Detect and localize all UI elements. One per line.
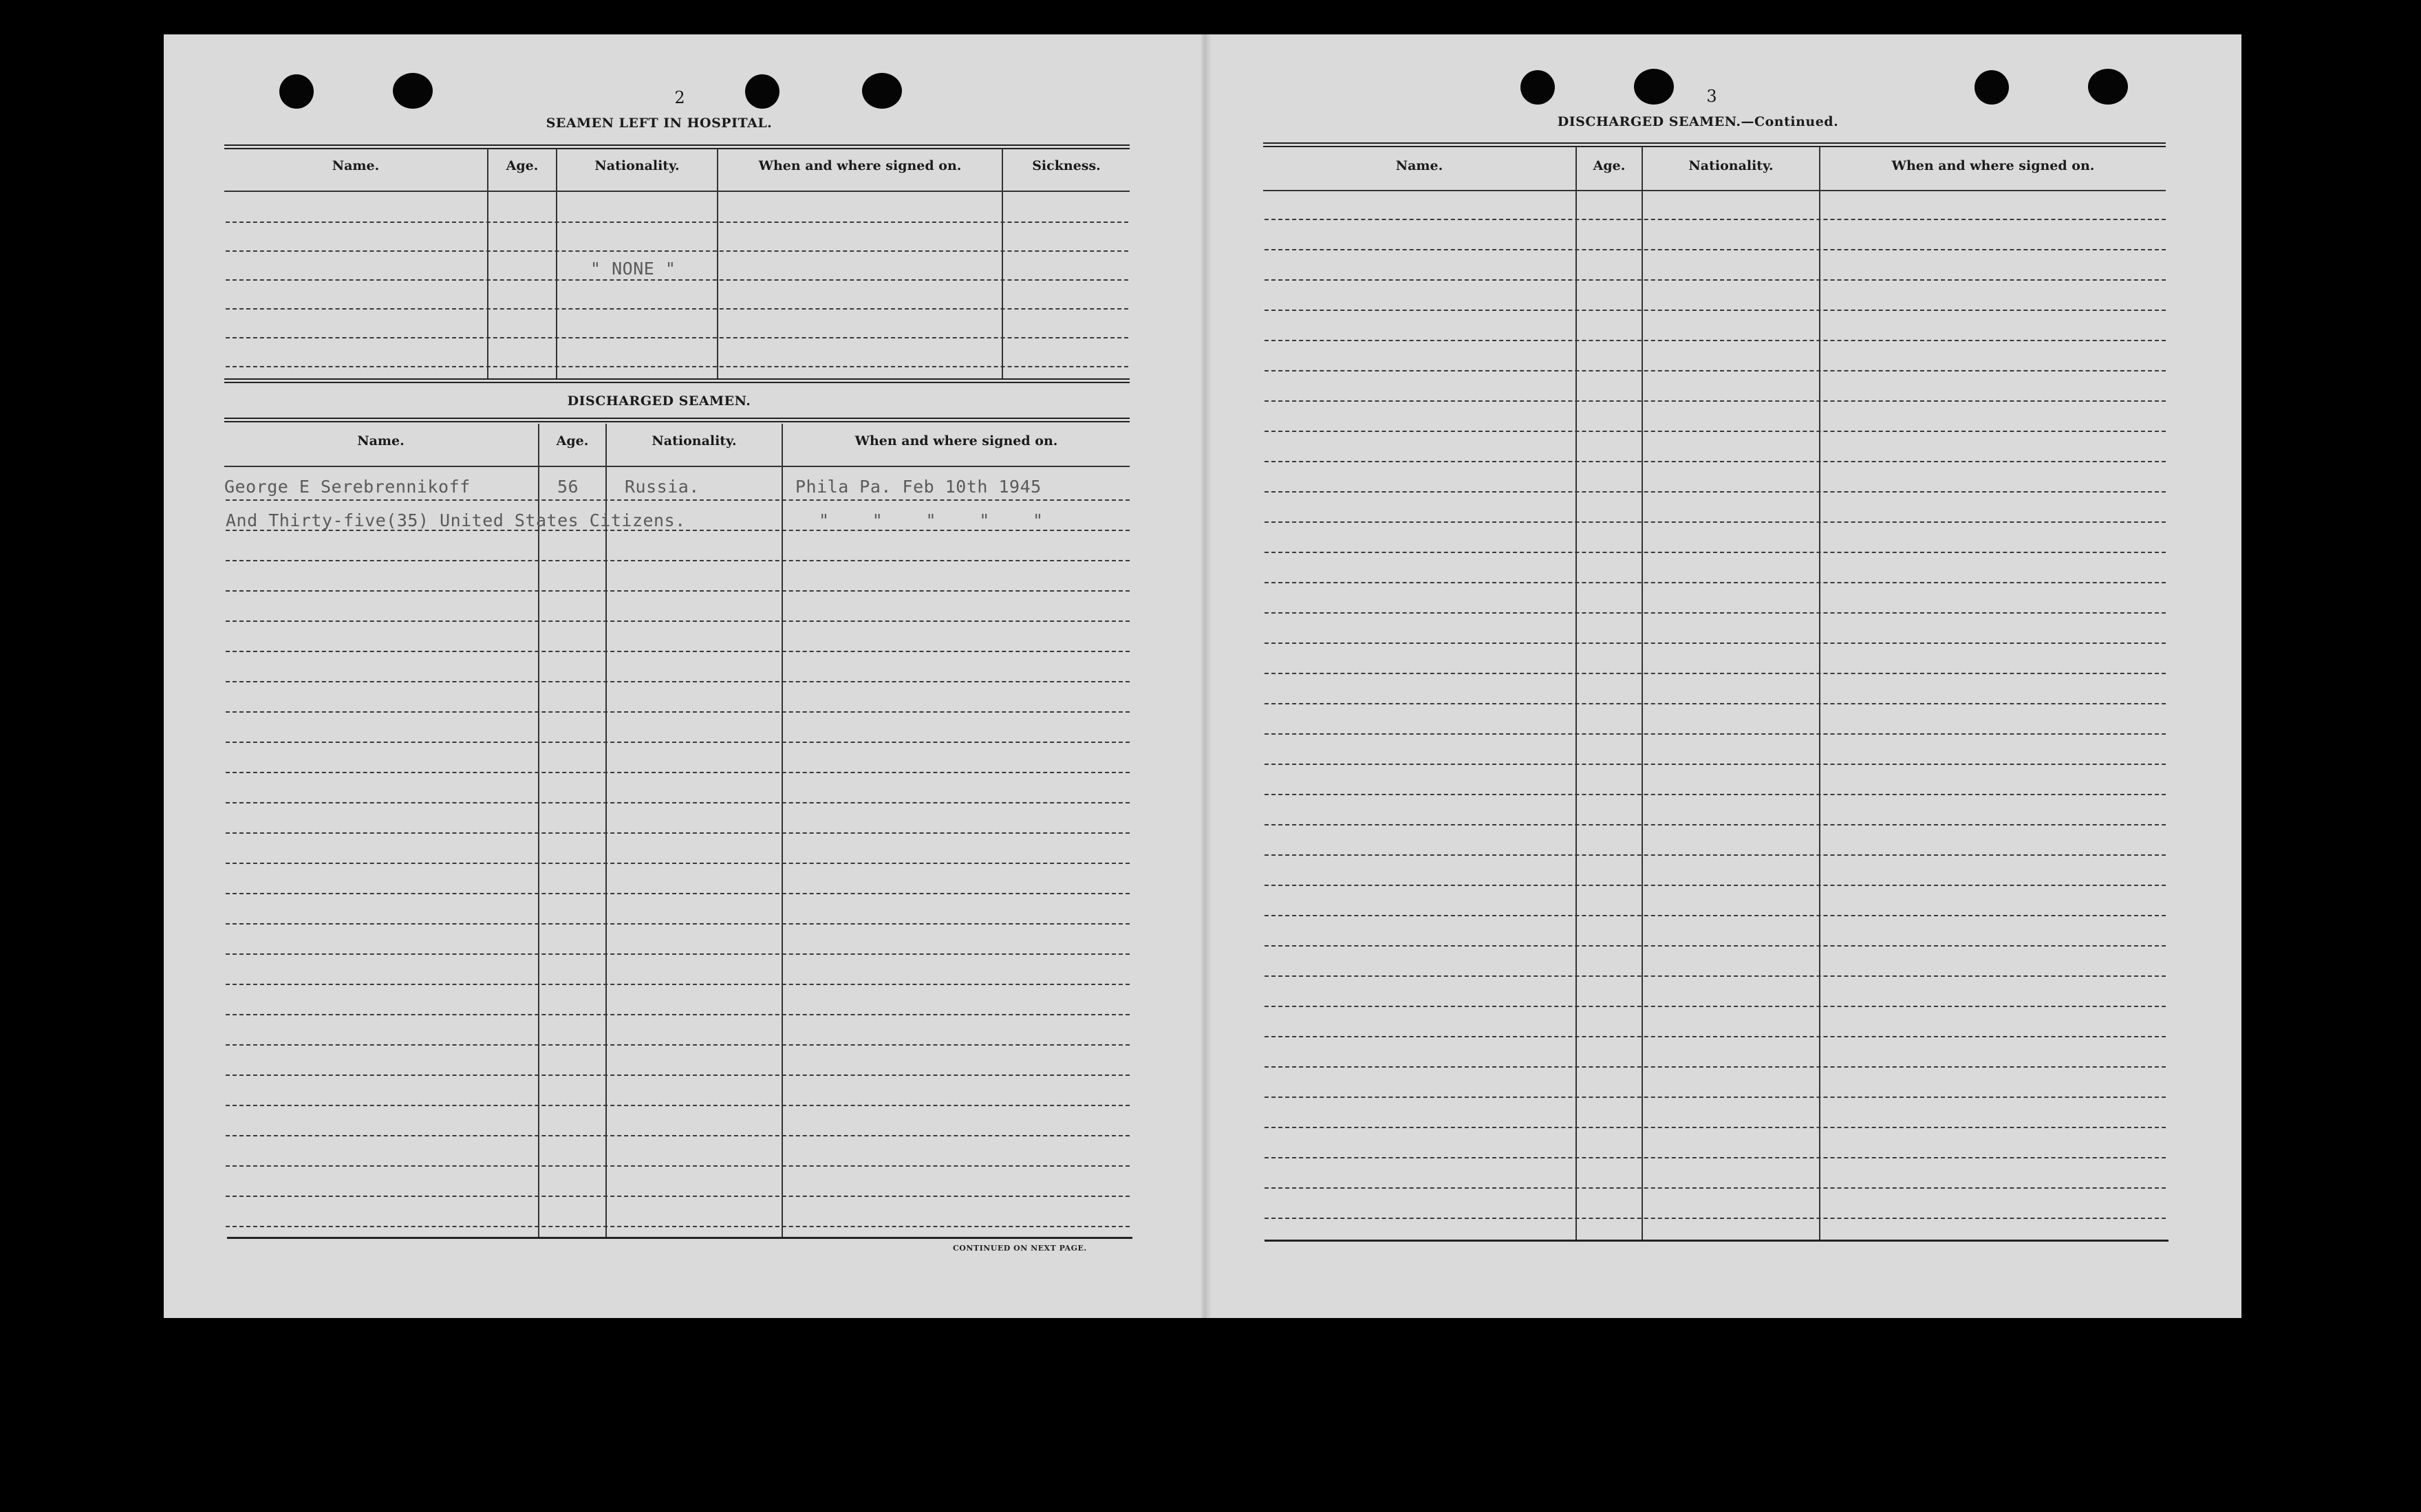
discharged-row-1-age: 56 <box>557 477 579 497</box>
ruled-line <box>1265 400 2166 402</box>
ruled-line <box>226 832 1130 834</box>
ruled-line <box>1265 673 2166 674</box>
continued-footer: CONTINUED ON NEXT PAGE. <box>953 1244 1087 1253</box>
right-col-age: Age. <box>1593 158 1626 173</box>
right-section-title-suffix: —Continued. <box>1741 114 1839 129</box>
ruled-line <box>1265 279 2166 281</box>
ruled-line <box>1265 915 2166 916</box>
page-number-right: 3 <box>1706 87 1717 106</box>
ruled-line <box>1265 642 2166 644</box>
ruled-line <box>1265 945 2166 947</box>
ruled-line <box>226 620 1130 622</box>
ruled-line <box>226 366 1128 367</box>
ruled-line <box>226 953 1130 955</box>
ruled-line <box>1265 612 2166 614</box>
ruled-line <box>1265 491 2166 493</box>
hospital-table-bottom-rule <box>224 378 1130 383</box>
ruled-line <box>226 711 1130 713</box>
hospital-col-age: Age. <box>506 158 539 173</box>
ruled-line <box>226 742 1130 743</box>
ruled-line <box>226 560 1130 561</box>
ruled-line <box>226 222 1128 223</box>
ruled-line <box>1265 219 2166 220</box>
punch-hole <box>1520 70 1555 105</box>
page-number-left: 2 <box>674 88 685 107</box>
discharged-row-1-name: George E Serebrennikoff <box>224 477 471 497</box>
ruled-line <box>226 1074 1130 1076</box>
right-section-title-text: DISCHARGED SEAMEN. <box>1557 114 1741 129</box>
hospital-header-rule <box>224 191 1130 192</box>
discharged-row-2-signed-on: " " " " " <box>819 510 1044 530</box>
right-col-nationality: Nationality. <box>1688 158 1774 173</box>
right-col-divider <box>1575 147 1577 1240</box>
discharged-col-name: Name. <box>357 433 405 449</box>
ruled-line <box>226 1196 1130 1197</box>
ruled-line <box>226 308 1128 310</box>
ruled-line <box>1265 1157 2166 1158</box>
ruled-line <box>1265 249 2166 250</box>
ruled-line <box>226 984 1130 985</box>
document-sheet <box>164 34 2241 1318</box>
hospital-entry: " NONE " <box>590 259 676 279</box>
punch-hole <box>862 73 902 109</box>
ruled-line <box>226 1135 1130 1136</box>
ruled-line <box>1265 1066 2166 1068</box>
hospital-col-nationality: Nationality. <box>594 158 680 173</box>
ruled-line <box>1265 1036 2166 1037</box>
discharged-header-rule <box>224 466 1130 467</box>
punch-hole <box>393 73 433 109</box>
right-col-signed-on: When and where signed on. <box>1891 158 2095 173</box>
ruled-line <box>226 651 1130 652</box>
ruled-line <box>226 1165 1130 1167</box>
punch-hole <box>1975 70 2009 105</box>
right-header-rule <box>1263 190 2166 191</box>
right-col-divider <box>1642 147 1643 1240</box>
punch-hole <box>745 74 779 109</box>
right-section-title <box>1526 114 1870 129</box>
hospital-col-divider <box>1002 149 1003 378</box>
ruled-line <box>1265 764 2166 765</box>
right-table-bottom-rule <box>1265 1240 2169 1242</box>
ruled-line <box>1265 794 2166 795</box>
ruled-line <box>226 681 1130 682</box>
discharged-section-title: DISCHARGED SEAMEN. <box>567 393 751 409</box>
ruled-line <box>1265 431 2166 432</box>
discharged-row-1-signed-on: Phila Pa. Feb 10th 1945 <box>795 477 1042 497</box>
right-col-name: Name. <box>1395 158 1443 173</box>
hospital-col-sickness: Sickness. <box>1032 158 1101 173</box>
ruled-line <box>226 590 1130 592</box>
ruled-line <box>226 337 1128 338</box>
hospital-col-name: Name. <box>332 158 380 173</box>
ruled-line <box>1265 824 2166 825</box>
ruled-line <box>226 279 1128 281</box>
ruled-line <box>1265 1218 2166 1219</box>
hospital-table-top-rule <box>224 144 1130 149</box>
hospital-col-divider <box>487 149 488 378</box>
discharged-col-nationality: Nationality. <box>652 433 737 449</box>
ruled-line <box>226 802 1130 803</box>
right-table-top-rule <box>1263 142 2166 147</box>
punch-hole <box>279 74 314 109</box>
ruled-line <box>1265 854 2166 856</box>
ruled-line <box>1265 340 2166 341</box>
ruled-line <box>1265 703 2166 704</box>
ruled-line <box>1265 885 2166 886</box>
ruled-line <box>1265 370 2166 371</box>
ruled-line <box>226 893 1130 894</box>
ruled-line <box>226 250 1128 252</box>
hospital-col-signed-on: When and where signed on. <box>758 158 962 173</box>
discharged-row-1-nationality: Russia. <box>625 477 700 497</box>
discharged-col-divider <box>538 424 539 1237</box>
hospital-section-title: SEAMEN LEFT IN HOSPITAL. <box>546 116 773 131</box>
discharged-col-signed-on: When and where signed on. <box>854 433 1058 449</box>
right-col-divider <box>1819 147 1820 1240</box>
ruled-line <box>226 1044 1130 1046</box>
ruled-line <box>226 772 1130 773</box>
ruled-line <box>226 1226 1130 1227</box>
punch-hole <box>1634 69 1674 105</box>
ruled-line <box>1265 1187 2166 1189</box>
discharged-col-divider <box>605 424 607 1237</box>
discharged-col-divider <box>782 424 783 1237</box>
ruled-line <box>1265 1097 2166 1098</box>
punch-hole <box>2088 69 2128 105</box>
ruled-line <box>1265 975 2166 977</box>
ruled-line <box>1265 552 2166 553</box>
ruled-line <box>1265 461 2166 462</box>
discharged-col-age: Age. <box>556 433 589 449</box>
ruled-line <box>226 923 1130 925</box>
ruled-line <box>1265 1127 2166 1128</box>
page-fold <box>1201 34 1211 1318</box>
discharged-row-2-name: And Thirty-five(35) United States Citizens. <box>226 510 686 530</box>
hospital-col-divider <box>556 149 557 378</box>
hospital-col-divider <box>717 149 718 378</box>
ruled-line <box>1265 310 2166 311</box>
ruled-line <box>226 1105 1130 1106</box>
discharged-table-top-rule <box>224 418 1130 422</box>
ruled-line <box>1265 733 2166 735</box>
ruled-line <box>1265 582 2166 583</box>
discharged-table-bottom-rule <box>227 1237 1132 1239</box>
ruled-line <box>1265 1006 2166 1007</box>
ruled-line <box>226 499 1130 501</box>
ruled-line <box>1265 521 2166 523</box>
ruled-line <box>226 863 1130 864</box>
ruled-line <box>226 1014 1130 1015</box>
